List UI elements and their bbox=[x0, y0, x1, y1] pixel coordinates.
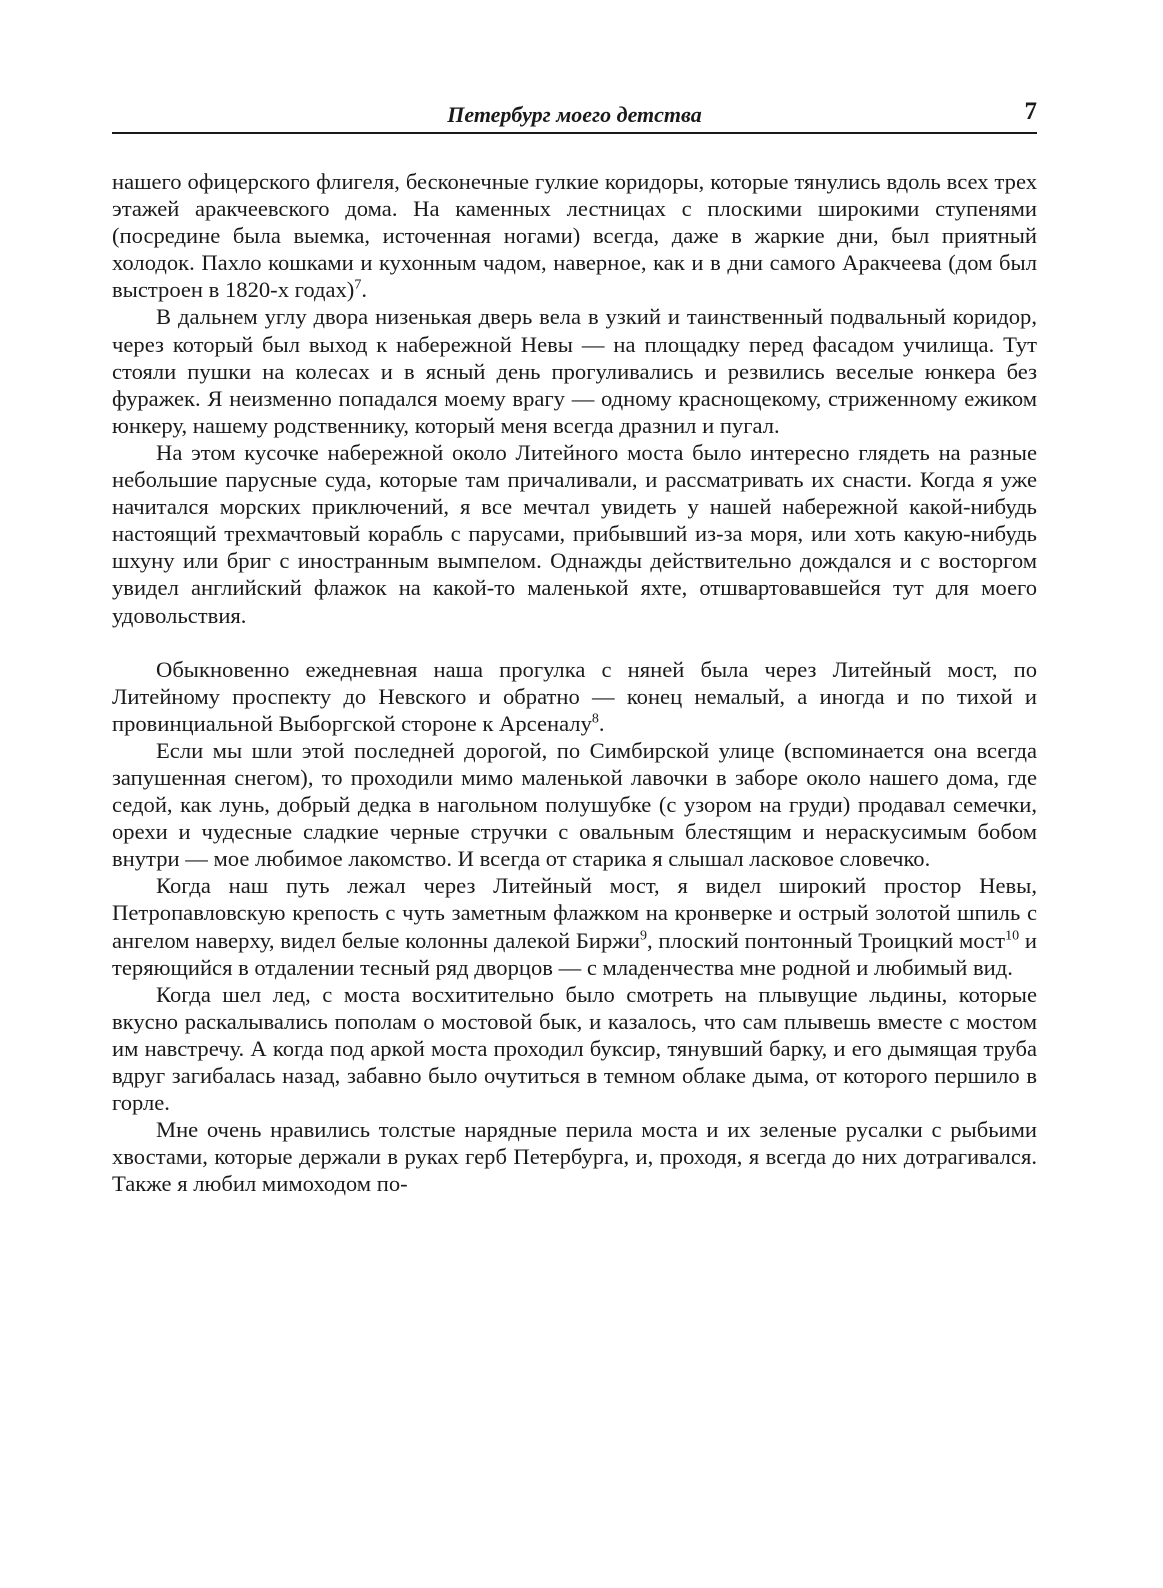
running-title: Петербург моего детства bbox=[447, 102, 702, 127]
footnote-ref: 7 bbox=[354, 277, 362, 293]
text-run: Когда шел лед, с моста восхитительно было смотреть на плывущие льдины, которые вкусно раскалывались пополам о мостовой бык, и казалось, что сам плывешь вместе с мостом им навстречу. А когда под аркой моста проходил буксир, тянувший барку, и его дымящая труба вдруг загибалась назад, забавно было очутиться в темном облаке дыма, от которого першило в горле. bbox=[112, 981, 1037, 1116]
text-run: Когда наш путь лежал через Литейный мост, я видел широкий простор Невы, Петропавловскую крепость с чуть заметным флажком на кронверке и острый золотой шпиль с ангелом наверху, видел белые колонны далекой Биржи bbox=[112, 873, 1037, 953]
footnote-ref: 8 bbox=[591, 711, 599, 727]
footnote-ref: 9 bbox=[639, 928, 647, 943]
text-run: Мне очень нравились толстые нарядные перила моста и их зеленые русалки с рыбьими хвостами, которые держали в руках герб Петербурга, и, проходя, я всегда до них дотрагивался. Также я любил мимоходом по- bbox=[112, 1117, 1037, 1197]
paragraph bbox=[112, 872, 1037, 980]
text-run: и теряющийся в отдалении тесный ряд дворцов — с младенчества мне родной и любимый вид. bbox=[112, 927, 1037, 980]
paragraph bbox=[112, 656, 1037, 737]
text-run: В дальнем углу двора низенькая дверь вела в узкий и таинственный подвальный коридор, через который был выход к набережной Невы — на площадку перед фасадом училища. Тут стояли пушки на колесах и в ясный день прогуливались и резвились веселые юнкера без фуражек. Я неизменно попадался моему врагу — одному краснощекому, стриженному ежиком юнкеру, нашему родственнику, который меня всегда дразнил и пугал. bbox=[112, 304, 1037, 438]
text-run: На этом кусочке набережной около Литейного моста было интересно глядеть на разные небольшие парусные суда, которые там причаливали, и рассматривать их снасти. Когда я уже начитался морских приключений, я все мечтал увидеть у нашей набережной какой-нибудь настоящий трехмачтовый корабль с парусами, прибывший из-за моря, или хоть какую-нибудь шхуну или бриг с иностранным вымпелом. Однажды действительно дождался и с восторгом увидел английский флажок на какой-то маленькой яхте, отшвартовавшейся тут для моего удовольствия. bbox=[112, 439, 1037, 628]
text-run: . bbox=[598, 710, 605, 736]
footnote-ref: 10 bbox=[1005, 928, 1020, 943]
text-run: Обыкновенно ежедневная наша прогулка с няней была через Литейный мост, по Литейному проспекту до Невского и обратно — конец немалый, а иногда и по тихой и провинциальной Выборгской стороне к Арсеналу bbox=[112, 656, 1037, 736]
running-header bbox=[112, 96, 1037, 134]
text-run: Если мы шли этой последней дорогой, по Симбирской улице (вспоминается она всегда запушенная снегом), то проходили мимо маленькой лавочки в заборе около нашего дома, где седой, как лунь, добрый дедка в нагольном полушубке (с узором на груди) продавал семечки, орехи и чудесные сладкие черные стручки с овальным блестящим и нераскусимым бобом внутри — мое любимое лакомство. И всегда от старика я слышал ласковое словечко. bbox=[112, 737, 1037, 872]
text-run: . bbox=[361, 277, 367, 303]
book-page bbox=[112, 96, 1037, 1197]
page-number: 7 bbox=[1024, 98, 1037, 125]
text-run: , плоский понтонный Троицкий мост bbox=[646, 927, 1006, 953]
paragraph bbox=[112, 737, 1037, 872]
paragraph bbox=[112, 439, 1037, 629]
paragraph bbox=[112, 1116, 1037, 1197]
paragraph bbox=[112, 168, 1037, 303]
text-run: нашего офицерского флигеля, бесконечные гулкие коридоры, которые тянулись вдоль всех трех этажей аракчеевского дома. На каменных лестницах с плоскими широкими ступенями (посредине была выемка, источенная ногами) всегда, даже в жаркие дни, был приятный холодок. Пахло кошками и кухонным чадом, наверное, как и в дни самого Аракчеева (дом был выстроен в 1820-х годах) bbox=[112, 169, 1037, 303]
body-text bbox=[112, 168, 1037, 1197]
paragraph bbox=[112, 303, 1037, 438]
paragraph bbox=[112, 981, 1037, 1116]
